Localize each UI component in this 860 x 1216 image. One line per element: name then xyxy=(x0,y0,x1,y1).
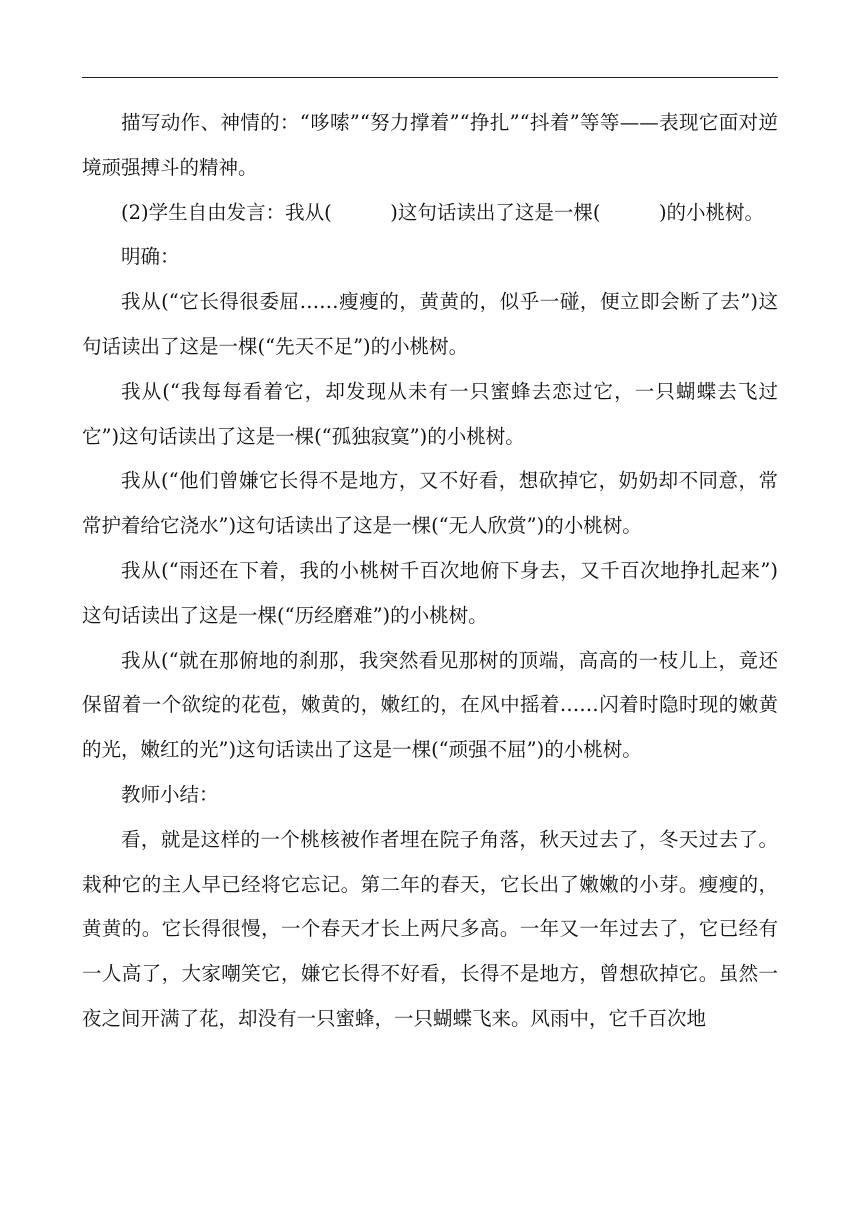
paragraph-summary-heading: 教师小结： xyxy=(121,782,219,806)
paragraph-answer-4: 我从(“雨还在下着，我的小桃树千百次地俯下身去，又千百次地挣扎起来”)这句话读出了这是一棵(“历经磨难”)的小桃树。 xyxy=(82,558,778,627)
document-body xyxy=(82,101,778,1042)
paragraph-answer-1: 我从(“它长得很委屈……瘦瘦的，黄黄的，似乎一碰，便立即会断了去”)这句话读出了这是一棵(“先天不足”)的小桃树。 xyxy=(82,290,778,358)
paragraph-answer-2: 我从(“我每每看着它，却发现从未有一只蜜蜂去恋过它，一只蝴蝶去飞过它”)这句话读出了这是一棵(“孤独寂寞”)的小桃树。 xyxy=(82,379,778,448)
paragraph-prompt: (2)学生自由发言：我从( )这句话读出了这是一棵( )的小桃树。 xyxy=(121,200,765,224)
paragraph-description: 描写动作、神情的：“哆嗦”“努力撑着”“挣扎”“抖着”等等——表现它面对逆境顽强搏斗的精神。 xyxy=(82,111,778,179)
paragraph-answer-5: 我从(“就在那俯地的刹那，我突然看见那树的顶端，高高的一枝儿上，竟还保留着一个欲绽的花苞，嫩黄的，嫩红的，在风中摇着……闪着时隐时现的嫩黄的光，嫩红的光”)这句话读出了这是一棵(“顽强不屈”)的小桃树。 xyxy=(82,648,778,762)
paragraph-answer-3: 我从(“他们曾嫌它长得不是地方，又不好看，想砍掉它，奶奶却不同意，常常护着给它浇水”)这句话读出了这是一棵(“无人欣赏”)的小桃树。 xyxy=(82,469,778,538)
header-rule xyxy=(82,77,778,78)
paragraph-summary: 看，就是这样的一个桃核被作者埋在院子角落，秋天过去了，冬天过去了。栽种它的主人早已经将它忘记。第二年的春天，它长出了嫩嫩的小芽。瘦瘦的，黄黄的。它长得很慢，一个春天才长上两尺多高。一年又一年过去了，它已经有一人高了，大家嘲笑它，嫌它长得不好看，长得不是地方，曾想砍掉它。虽然一夜之间开满了花，却没有一只蜜蜂，一只蝴蝶飞来。风雨中，它千百次地 xyxy=(82,827,778,1030)
paragraph-answer-heading: 明确： xyxy=(121,245,180,269)
